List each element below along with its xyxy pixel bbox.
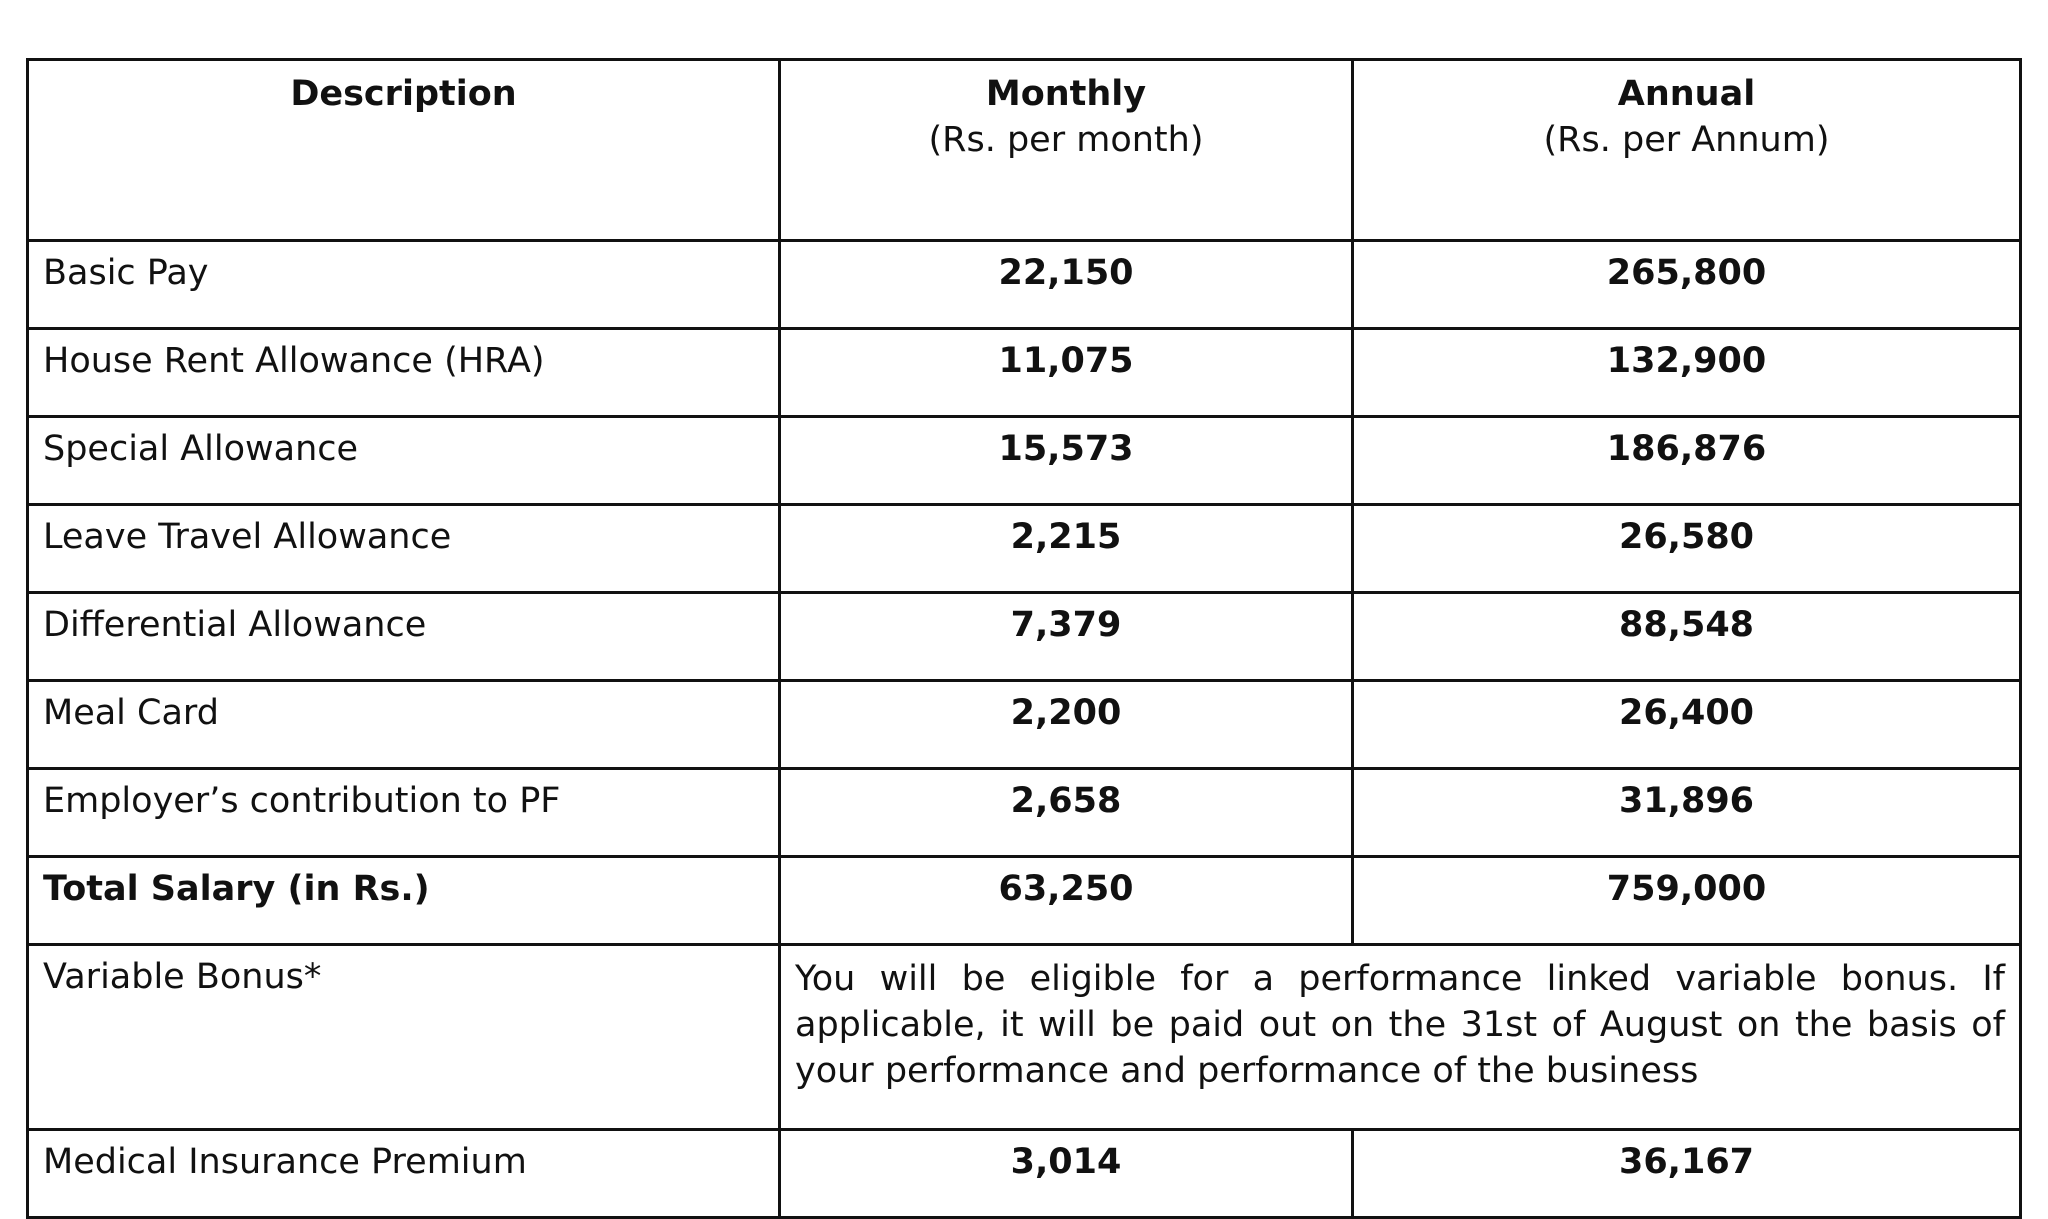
- total-salary-label: Total Salary (in Rs.): [28, 857, 780, 945]
- row-label: Differential Allowance: [28, 593, 780, 681]
- medical-insurance-annual: 36,167: [1353, 1130, 2021, 1218]
- row-monthly-value: 2,658: [780, 769, 1353, 857]
- table-row: [28, 417, 2021, 505]
- row-monthly-value: 22,150: [780, 241, 1353, 329]
- table-row: [28, 241, 2021, 329]
- medical-insurance-label: Medical Insurance Premium: [28, 1130, 780, 1218]
- header-annual-unit: (Rs. per Annum): [1543, 120, 1830, 161]
- row-label: Meal Card: [28, 681, 780, 769]
- table-row: [28, 769, 2021, 857]
- table-row: [28, 505, 2021, 593]
- row-label: Employer’s contribution to PF: [28, 769, 780, 857]
- row-monthly-value: 7,379: [780, 593, 1353, 681]
- row-annual-value: 26,400: [1353, 681, 2021, 769]
- total-salary-monthly: 63,250: [780, 857, 1353, 945]
- header-monthly: [780, 60, 1353, 241]
- header-monthly-unit: (Rs. per month): [928, 120, 1204, 161]
- row-annual-value: 26,580: [1353, 505, 2021, 593]
- row-monthly-value: 15,573: [780, 417, 1353, 505]
- row-monthly-value: 2,215: [780, 505, 1353, 593]
- header-description-title: Description: [290, 74, 517, 114]
- row-annual-value: 265,800: [1353, 241, 2021, 329]
- medical-insurance-row: [28, 1130, 2021, 1218]
- total-salary-annual: 759,000: [1353, 857, 2021, 945]
- row-label: Basic Pay: [28, 241, 780, 329]
- table-row: [28, 681, 2021, 769]
- header-annual-title: Annual: [1617, 74, 1756, 114]
- row-monthly-value: 11,075: [780, 329, 1353, 417]
- table-row: [28, 329, 2021, 417]
- header-annual: [1353, 60, 2021, 241]
- table-row: [28, 593, 2021, 681]
- variable-bonus-note: You will be eligible for a performance linked variable bonus. If applicable, it will be paid out on the 31st of August on the basis of your performance and performance of the business: [780, 945, 2021, 1130]
- variable-bonus-label: Variable Bonus*: [28, 945, 780, 1130]
- total-salary-row: [28, 857, 2021, 945]
- row-label: House Rent Allowance (HRA): [28, 329, 780, 417]
- row-annual-value: 132,900: [1353, 329, 2021, 417]
- row-annual-value: 31,896: [1353, 769, 2021, 857]
- header-description: [28, 60, 780, 241]
- salary-breakup-table: [26, 58, 2022, 1219]
- row-label: Leave Travel Allowance: [28, 505, 780, 593]
- table-header-row: [28, 60, 2021, 241]
- variable-bonus-row: [28, 945, 2021, 1130]
- header-monthly-title: Monthly: [985, 74, 1147, 114]
- row-monthly-value: 2,200: [780, 681, 1353, 769]
- medical-insurance-monthly: 3,014: [780, 1130, 1353, 1218]
- row-label: Special Allowance: [28, 417, 780, 505]
- row-annual-value: 88,548: [1353, 593, 2021, 681]
- row-annual-value: 186,876: [1353, 417, 2021, 505]
